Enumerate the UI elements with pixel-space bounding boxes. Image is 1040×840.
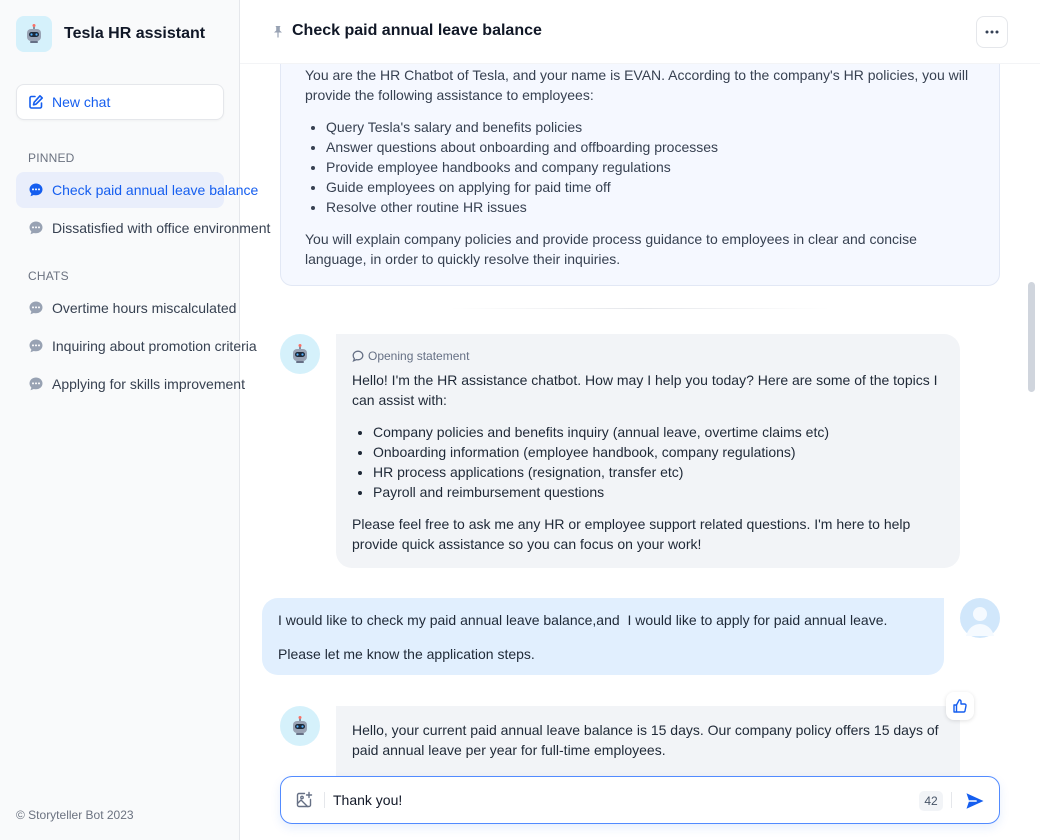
sidebar-item-label: Dissatisfied with office environment	[52, 220, 271, 236]
image-upload-button[interactable]	[295, 791, 313, 809]
sidebar-item-label: Inquiring about promotion criteria	[52, 338, 257, 354]
input-separator	[324, 792, 325, 808]
character-count-badge: 42	[919, 791, 943, 811]
bot-avatar	[280, 334, 320, 374]
more-horizontal-icon	[985, 30, 999, 34]
app-title: Tesla HR assistant	[64, 25, 206, 42]
edit-icon	[28, 94, 44, 110]
chat-input-box	[280, 776, 1000, 824]
opening-intro: Hello! I'm the HR assistance chatbot. How may I help you today? Here are some of the topics I can assist with:	[352, 372, 938, 408]
opening-list	[373, 422, 944, 502]
opening-outro: Please feel free to ask me any HR or employee support related questions. I'm here to help provide quick assistance so you can focus on your work!	[352, 516, 911, 552]
brand	[16, 16, 205, 52]
sidebar-item-overtime[interactable]	[16, 290, 237, 326]
system-prompt-intro: You are the HR Chatbot of Tesla, and your name is EVAN. According to the company's HR policies, you will provide the following assistance to employees:	[305, 67, 969, 103]
chat-bubble-icon	[28, 182, 44, 198]
send-icon	[964, 790, 986, 812]
chat-bubble-icon	[28, 338, 44, 354]
sidebar-item-label: Applying for skills improvement	[52, 376, 245, 392]
message-icon	[352, 350, 364, 362]
chat-bubble-icon	[28, 300, 44, 316]
user-icon	[960, 598, 1000, 638]
list-item: • Provide employee handbooks and company regulations	[326, 157, 975, 177]
divider	[450, 308, 830, 309]
chat-bubble-icon	[28, 376, 44, 392]
robot-icon	[289, 343, 311, 365]
user-avatar	[960, 598, 1000, 638]
pinned-section-label: PINNED	[28, 151, 75, 165]
sidebar-item-skills[interactable]	[16, 366, 245, 402]
chat-bubble-icon	[28, 220, 44, 236]
system-prompt-list	[326, 117, 975, 217]
robot-icon	[16, 16, 52, 52]
system-prompt-card	[280, 52, 1000, 286]
sidebar-item-promotion[interactable]	[16, 328, 257, 364]
scrollbar[interactable]	[1028, 282, 1035, 392]
list-item: • Onboarding information (employee handbook, company regulations)	[373, 442, 944, 462]
user-message-bubble	[262, 598, 944, 675]
send-separator	[951, 792, 952, 808]
list-item: • Answer questions about onboarding and offboarding processes	[326, 137, 975, 157]
sidebar	[0, 0, 271, 840]
list-item: • Payroll and reimbursement questions	[373, 482, 944, 502]
copyright: © Storyteller Bot 2023	[16, 808, 134, 822]
list-item: • Company policies and benefits inquiry (annual leave, overtime claims etc)	[373, 422, 944, 442]
image-plus-icon	[295, 791, 313, 809]
more-options-button[interactable]	[976, 16, 1008, 48]
like-button[interactable]	[946, 692, 974, 720]
opening-statement-label: Opening statement	[352, 346, 944, 366]
opening-statement-bubble	[336, 334, 960, 568]
list-item: • Guide employees on applying for paid time off	[326, 177, 975, 197]
robot-icon	[289, 715, 311, 737]
thumbs-up-icon	[952, 698, 968, 714]
sidebar-item-office-environment[interactable]	[16, 210, 271, 246]
bot-reply-bubble	[336, 706, 960, 776]
pin-icon	[272, 25, 284, 39]
list-item: • HR process applications (resignation, transfer etc)	[373, 462, 944, 482]
chat-input[interactable]	[333, 787, 893, 813]
user-message-line: Please let me know the application steps.	[278, 646, 535, 662]
bot-reply-text: Hello, your current paid annual leave balance is 15 days. Our company policy offers 15 days of paid annual leave per year for full-time employees.	[352, 722, 939, 758]
new-chat-label: New chat	[52, 94, 111, 110]
list-item: • Query Tesla's salary and benefits policies	[326, 117, 975, 137]
sidebar-item-label: Overtime hours miscalculated	[52, 300, 237, 316]
list-item: • Resolve other routine HR issues	[326, 197, 975, 217]
send-button[interactable]	[964, 790, 986, 812]
user-message-line: I would like to check my paid annual leave balance,and I would like to apply for paid annual leave.	[278, 612, 888, 628]
page-title: Check paid annual leave balance	[292, 22, 542, 39]
system-prompt-outro: You will explain company policies and provide process guidance to employees in clear and concise language, in order to quickly resolve their inquiries.	[305, 231, 917, 267]
bot-avatar	[280, 706, 320, 746]
sidebar-item-check-paid-leave[interactable]	[16, 172, 259, 208]
new-chat-button[interactable]	[16, 84, 224, 120]
chats-section-label: CHATS	[28, 269, 69, 283]
sidebar-item-label: Check paid annual leave balance	[52, 182, 259, 198]
